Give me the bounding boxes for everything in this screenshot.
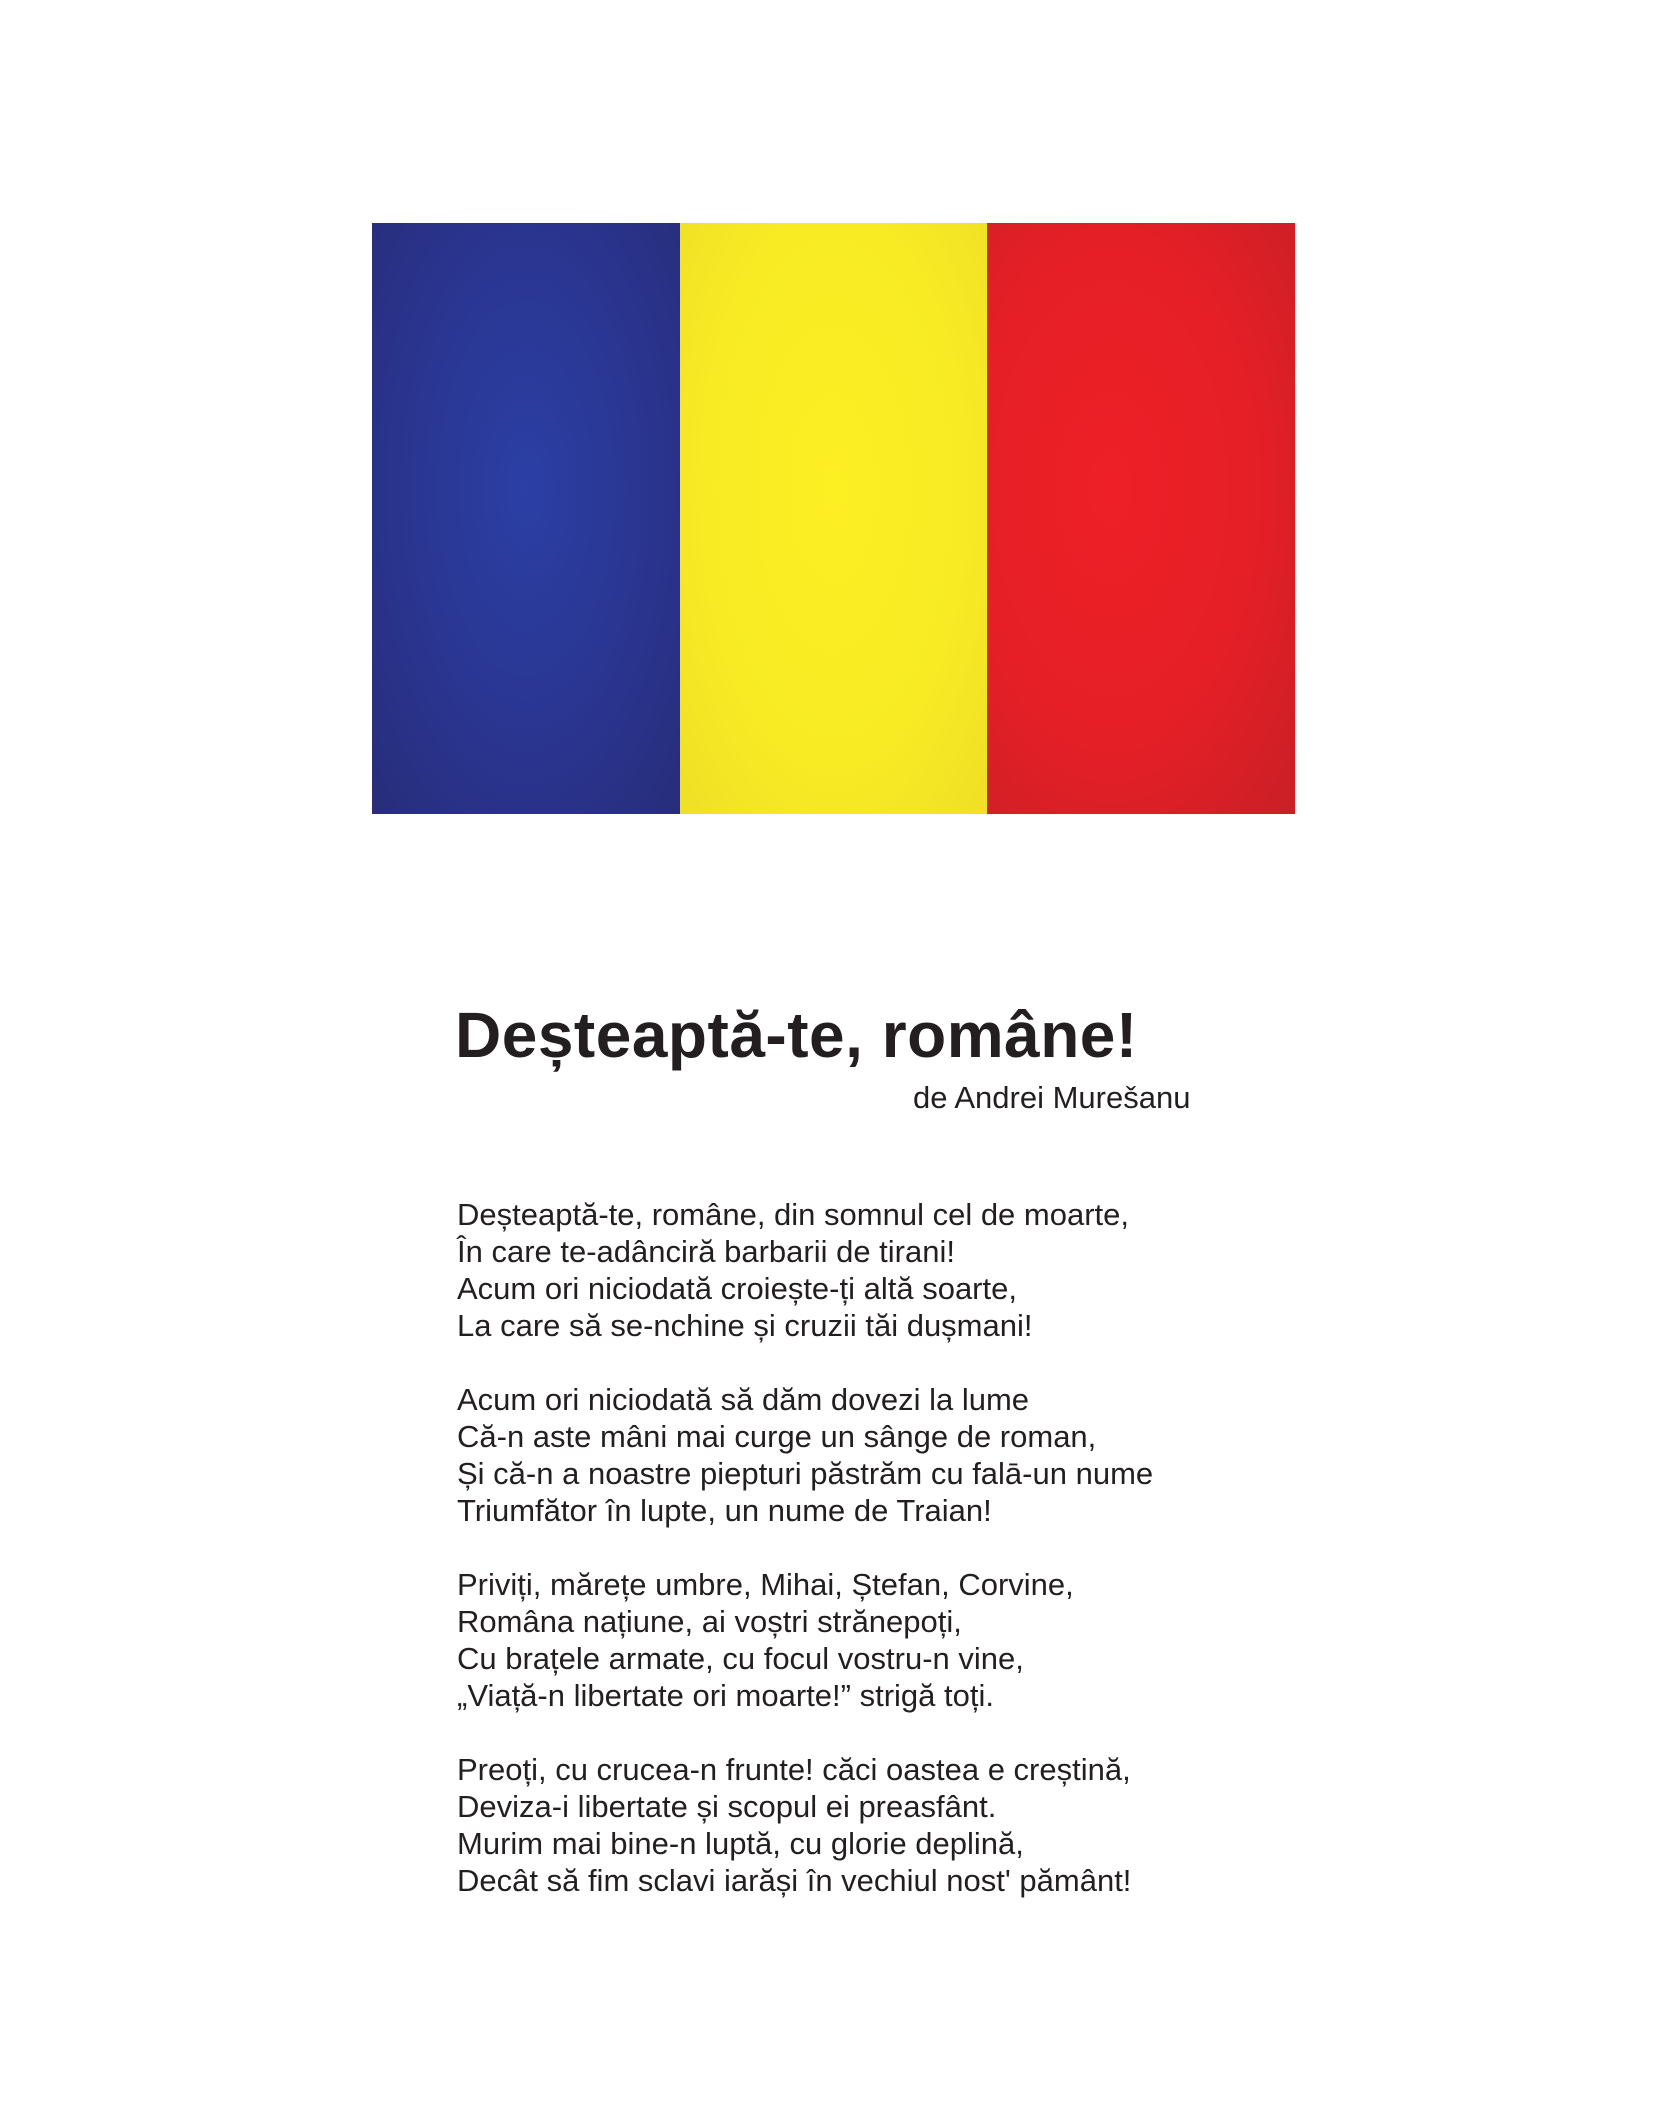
stanza-4 bbox=[457, 1751, 1357, 1899]
poem-line: În care te-adânciră barbarii de tirani! bbox=[457, 1234, 955, 1269]
stanza-3 bbox=[457, 1566, 1357, 1714]
poem-author: de Andrei Murešanu bbox=[913, 1080, 1191, 1115]
flag-stripe-yellow bbox=[680, 223, 988, 814]
poem-line: Murim mai bine-n luptă, cu glorie deplină, bbox=[457, 1826, 1024, 1861]
poem-line: Și că-n a noastre piepturi păstrăm cu falā-un nume bbox=[457, 1456, 1154, 1491]
poem-line: Acum ori niciodată croiește-ți altă soarte, bbox=[457, 1271, 1017, 1306]
poem-body bbox=[457, 1196, 1357, 1936]
poem-line: Deviza-i libertate și scopul ei preasfânt. bbox=[457, 1789, 997, 1824]
stanza-2 bbox=[457, 1381, 1357, 1529]
poem-line: Deșteaptă-te, române, din somnul cel de moarte, bbox=[457, 1197, 1130, 1232]
flag-stripe-blue bbox=[372, 223, 680, 814]
poem-title: Deșteaptă-te, române! bbox=[455, 999, 1138, 1071]
stanza-1 bbox=[457, 1196, 1357, 1344]
poem-line: Cu brațele armate, cu focul vostru-n vine, bbox=[457, 1641, 1024, 1676]
poem-line: Priviți, mărețe umbre, Mihai, Ștefan, Corvine, bbox=[457, 1567, 1074, 1602]
poem-line: La care să se-nchine și cruzii tăi dușmani! bbox=[457, 1308, 1033, 1343]
poem-line: Triumfător în lupte, un nume de Traian! bbox=[457, 1493, 992, 1528]
poem-line: „Viață-n libertate ori moarte!” strigă toți. bbox=[457, 1678, 994, 1713]
romanian-flag bbox=[372, 223, 1295, 814]
poem-line: Româna națiune, ai voștri strănepoți, bbox=[457, 1604, 962, 1639]
poem-line: Că-n aste mâni mai curge un sânge de roman, bbox=[457, 1419, 1097, 1454]
poem-line: Decât să fim sclavi iarăși în vechiul nost' pământ! bbox=[457, 1863, 1132, 1898]
poem-line: Acum ori niciodată să dăm dovezi la lume bbox=[457, 1382, 1030, 1417]
poem-line: Preoți, cu crucea-n frunte! căci oastea e creștină, bbox=[457, 1752, 1131, 1787]
flag-stripe-red bbox=[987, 223, 1295, 814]
